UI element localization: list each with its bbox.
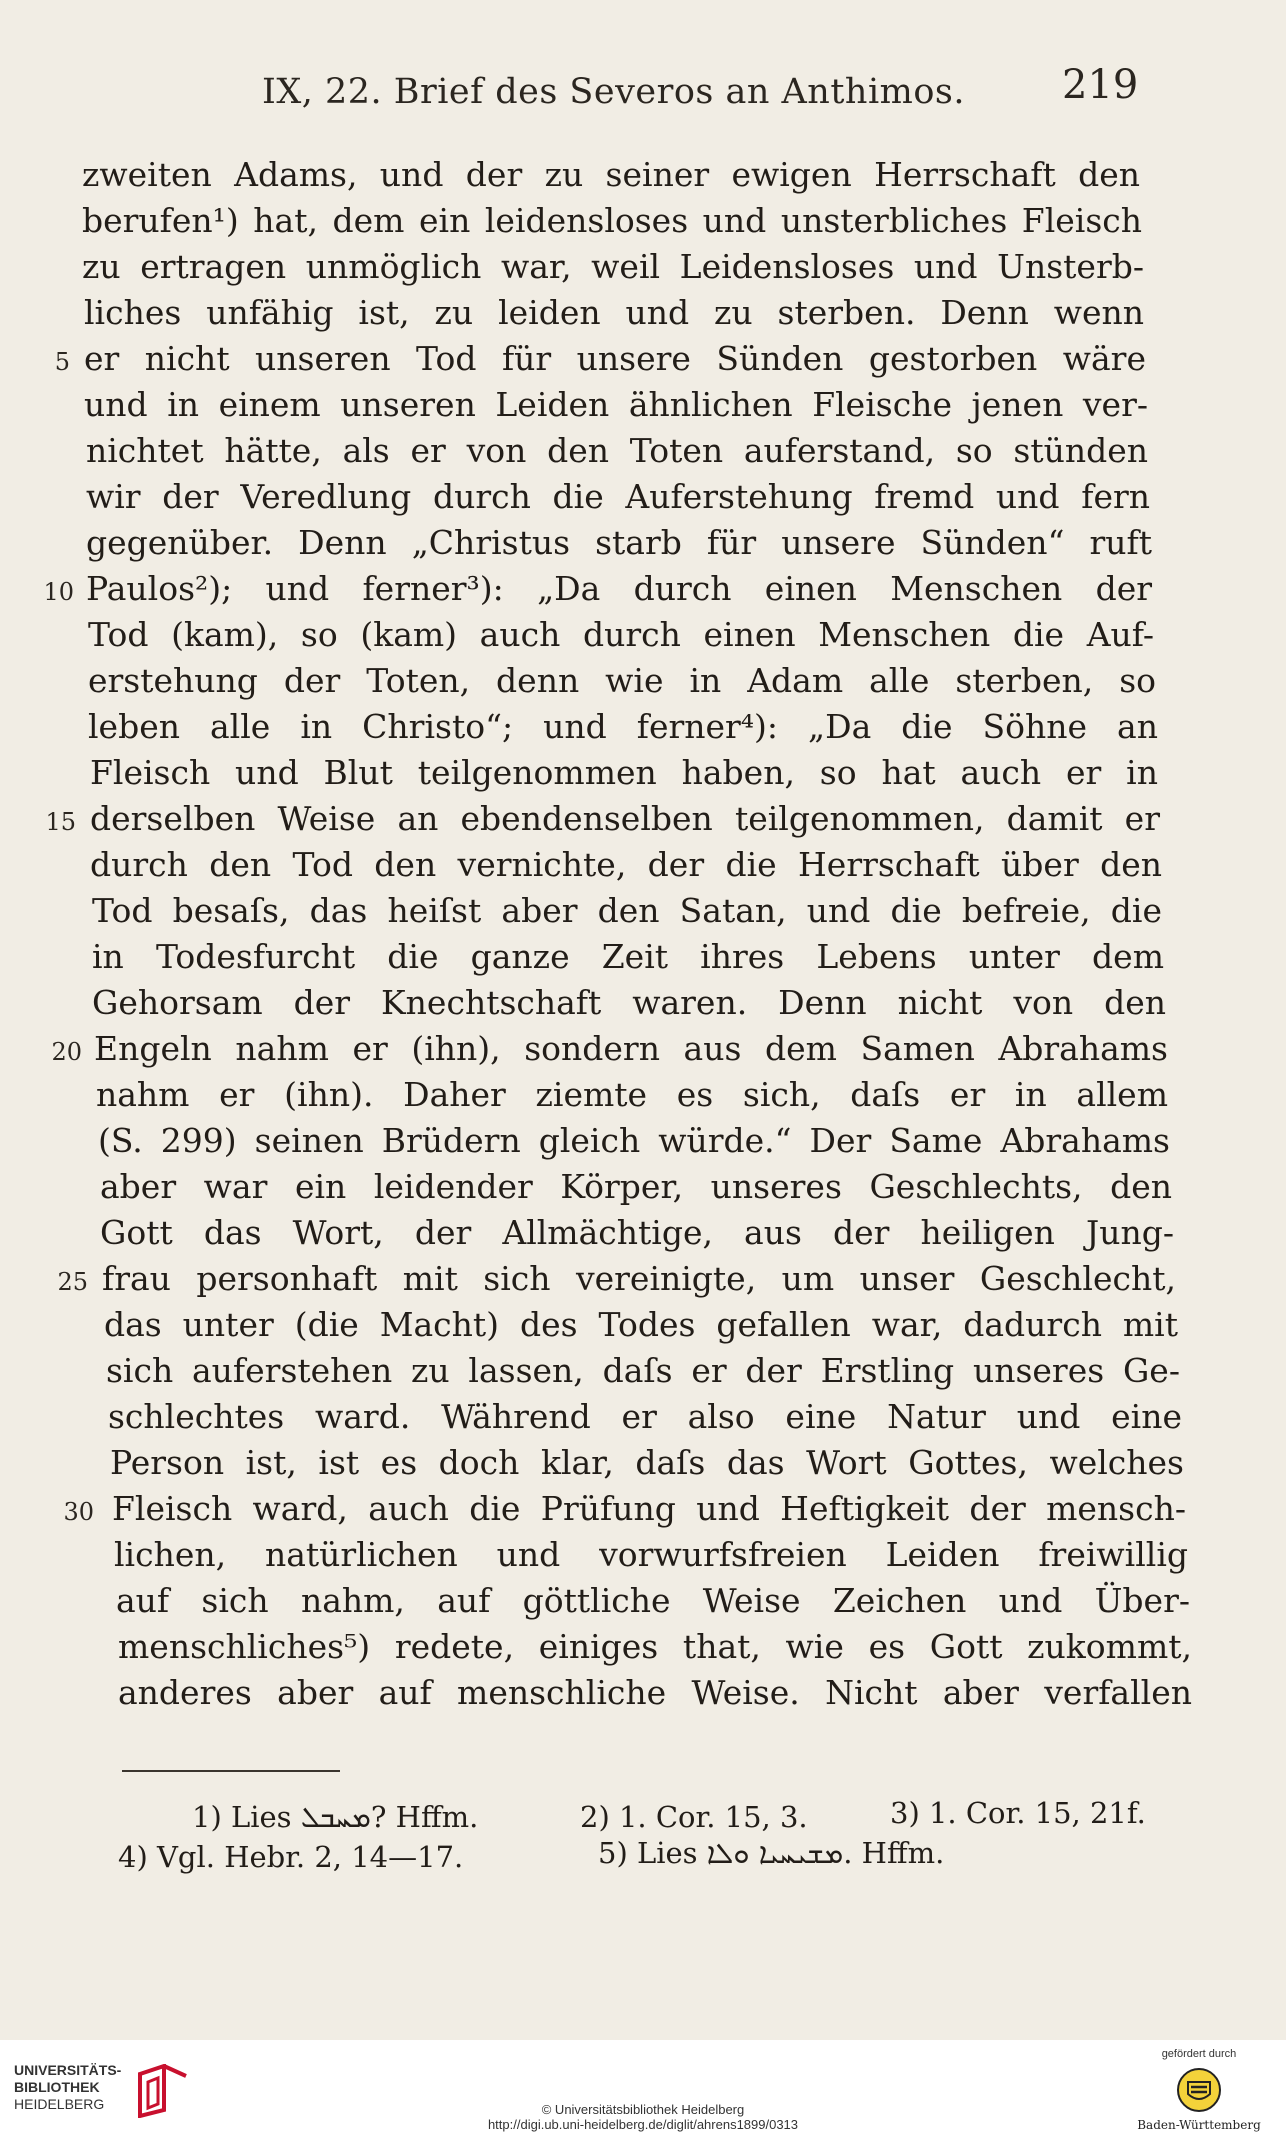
text-line: Fleisch und Blut teilgenommen haben, so hat auch er in [90,753,1158,792]
permalink-url[interactable]: http://digi.ub.uni-heidelberg.de/diglit/ahrens1899/0313 [487,2117,799,2132]
text-line: nichtet hätte, als er von den Toten auferstand, so stünden [86,431,1148,470]
text-line: gegenüber. Denn „Christus starb für unsere Sünden“ ruft [86,523,1152,562]
footnote-5: 5) Lies ܡܫܝܚܝܐ ܘܠܐ. Hffm. [598,1836,945,1870]
text-line: menschliches⁵) redete, einiges that, wie es Gott zukommt, [118,1627,1192,1666]
line-number: 25 [57,1268,88,1296]
text-line: wir der Veredlung durch die Auferstehung fremd und fern [86,477,1150,516]
text-line: aber war ein leidender Körper, unseres Geschlechts, den [100,1167,1172,1206]
text-line: liches unfähig ist, zu leiden und zu sterben. Denn wenn [84,293,1144,332]
text-line: berufen¹) hat, dem ein leidensloses und unsterbliches Fleisch [82,201,1142,240]
running-head [0,58,1286,118]
library-name-line: BIBLIOTHEK [14,2079,100,2095]
text-line: auf sich nahm, auf göttliche Weise Zeichen und Über- [116,1581,1190,1620]
text-line: Gehorsam der Knechtschaft waren. Denn nicht von den [92,983,1166,1022]
text-line: Engeln nahm er (ihn), sondern aus dem Samen Abrahams [94,1029,1168,1068]
text-line: Paulos²); und ferner³): „Da durch einen Menschen der [86,569,1152,608]
text-line: und in einem unseren Leiden ähnlichen Fleische jenen ver- [84,385,1148,424]
footnote-3: 3) 1. Cor. 15, 21f. [890,1796,1146,1830]
text-line: frau personhaft mit sich vereinigte, um unser Geschlecht, [102,1259,1176,1298]
text-line: erstehung der Toten, denn wie in Adam alle sterben, so [88,661,1156,700]
text-line: nahm er (ihn). Daher ziemte es sich, daſs er in allem [96,1075,1168,1114]
footnote-1: 1) Lies ܡܚܒܠ? Hffm. [192,1800,479,1834]
text-line: lichen, natürlichen und vorwurfsfreien Leiden freiwillig [114,1535,1188,1574]
footnote-4: 4) Vgl. Hebr. 2, 14—17. [118,1840,464,1874]
text-line: derselben Weise an ebendenselben teilgenommen, damit er [90,799,1160,838]
text-line: in Todesfurcht die ganze Zeit ihres Lebens unter dem [92,937,1164,976]
line-number: 30 [63,1498,94,1526]
text-line: Tod (kam), so (kam) auch durch einen Menschen die Auf- [88,615,1154,654]
text-line: er nicht unseren Tod für unsere Sünden gestorben wäre [84,339,1146,378]
line-number: 5 [54,348,70,376]
text-line: zweiten Adams, und der zu seiner ewigen Herrschaft den [82,155,1140,194]
text-line: sich auferstehen zu lassen, daſs er der Erstling unseres Ge- [106,1351,1180,1390]
funder-label: gefördert durch [1161,2048,1237,2060]
baden-wuerttemberg-crest-icon [1175,2066,1223,2114]
text-line: Person ist, ist es doch klar, daſs das Wort Gottes, welches [110,1443,1184,1482]
text-line: (S. 299) seinen Brüdern gleich würde.“ Der Same Abrahams [98,1121,1170,1160]
library-name-line: HEIDELBERG [14,2096,105,2112]
text-line: leben alle in Christo“; und ferner⁴): „Da die Söhne an [88,707,1158,746]
footnote-rule [122,1770,340,1772]
copyright-notice: © Universitätsbibliothek Heidelberg [541,2102,745,2117]
running-title: IX, 22. Brief des Severos an Anthimos. [262,72,965,112]
funder-block [1124,2048,1274,2134]
funder-name: Baden-Württemberg [1137,2118,1261,2132]
text-line: Gott das Wort, der Allmächtige, aus der heiligen Jung- [100,1213,1174,1252]
text-line: anderes aber auf menschliche Weise. Nicht aber verfallen [118,1673,1192,1712]
text-line: durch den Tod den vernichte, der die Herrschaft über den [90,845,1162,884]
page-number: 219 [1062,62,1139,108]
viewer-footer [0,2040,1286,2134]
text-line: Tod besaſs, das heiſst aber den Satan, und die befreie, die [92,891,1162,930]
text-line: das unter (die Macht) des Todes gefallen war, dadurch mit [104,1305,1178,1344]
text-line: Fleisch ward, auch die Prüfung und Heftigkeit der mensch- [112,1489,1186,1528]
line-number: 15 [45,808,76,836]
text-line: schlechtes ward. Während er also eine Natur und eine [108,1397,1182,1436]
line-number: 10 [43,578,74,606]
library-name-line: UNIVERSITÄTS- [14,2062,122,2078]
line-number: 20 [51,1038,82,1066]
footnote-2: 2) 1. Cor. 15, 3. [580,1800,808,1834]
text-line: zu ertragen unmöglich war, weil Leidensloses und Unsterb- [82,247,1144,286]
